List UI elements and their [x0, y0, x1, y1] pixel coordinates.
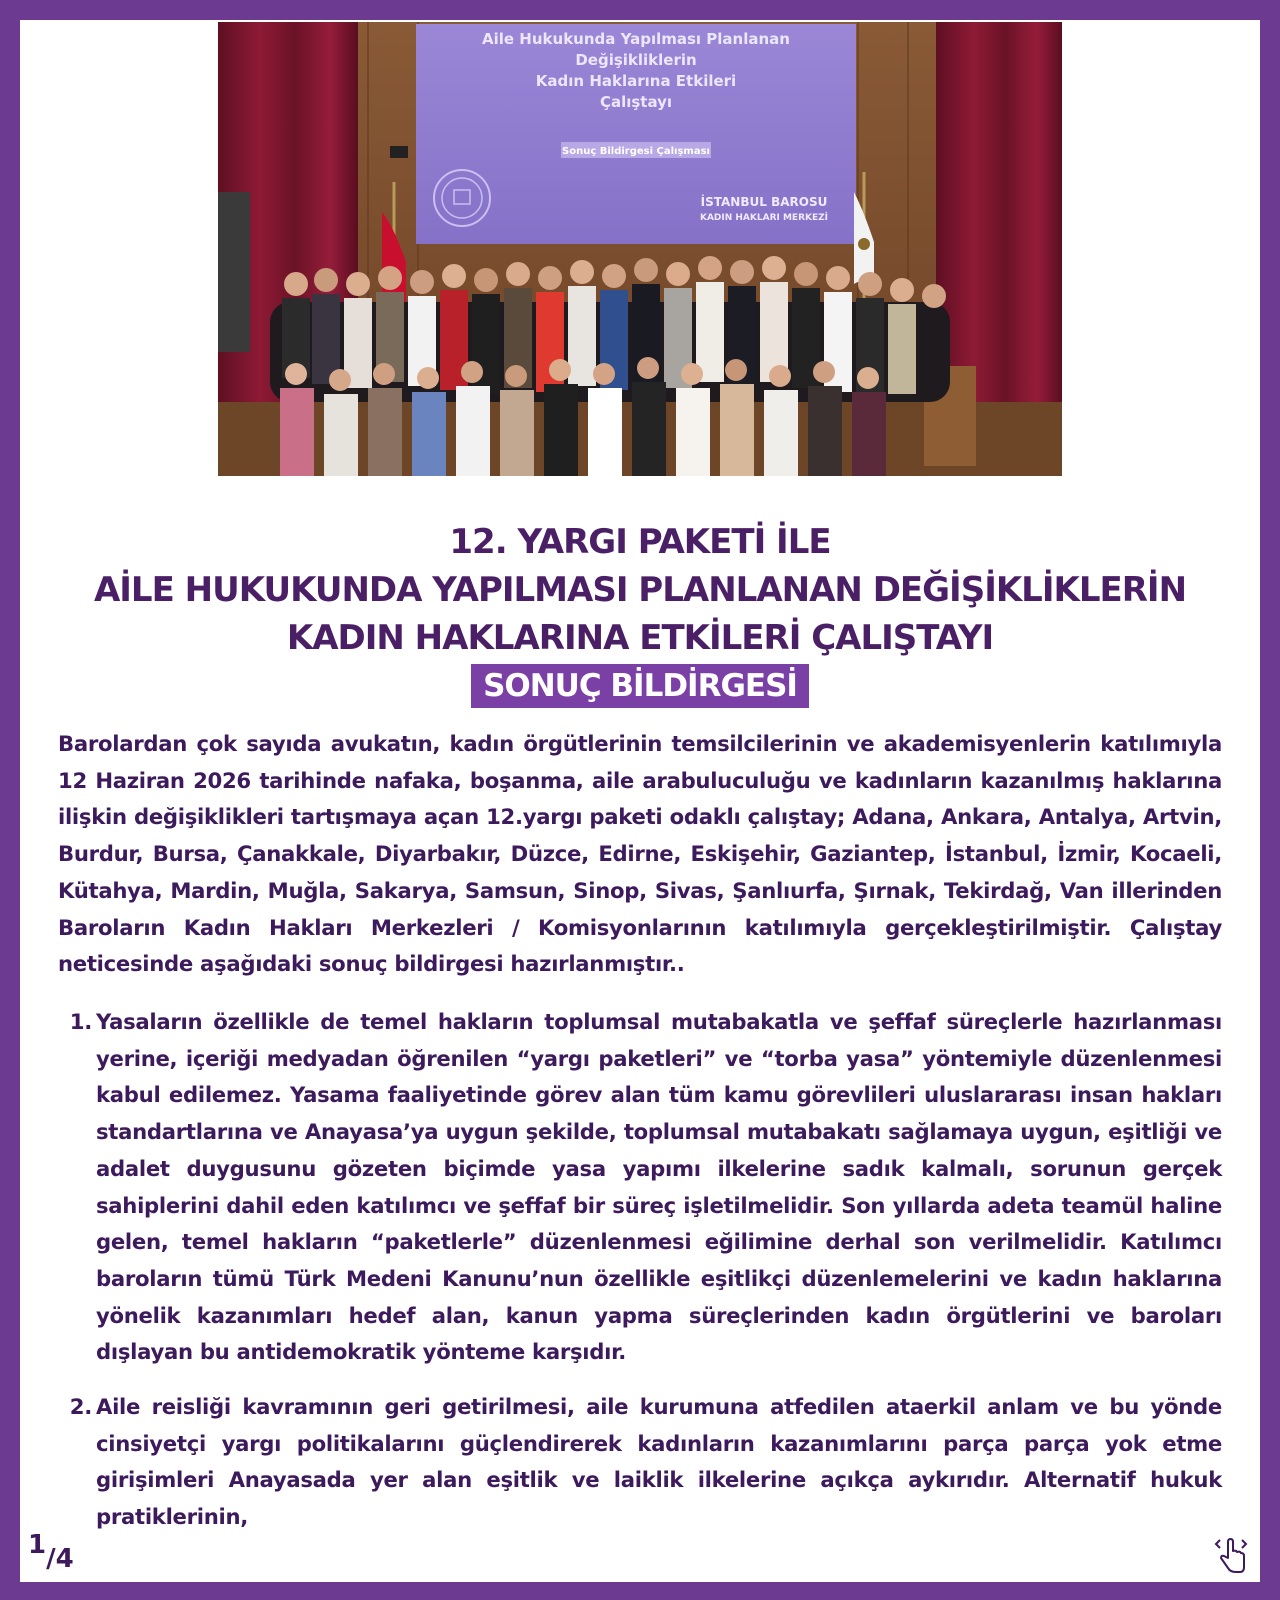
- screen-org-name: İSTANBUL BAROSU: [700, 195, 828, 209]
- list-item-text: Yasaların özellikle de temel hakların toplumsal mutabakatla ve şeffaf süreçlerle hazırlanması yerine, içeriği medyadan öğrenilen “yargı paketleri” ve “torba yasa” yöntemiyle düzenlenmesi kabul edilemez. Yasama faaliyetinde görev alan tüm kamu görevlileri uluslararası insan hakları standartlarına ve Anayasa’ya uygun şekilde, toplumsal mutabakatı sağlamaya uygun, eşitliği ve adalet duygusunu gözeten biçimde yasa yapımı ilkelerine sadık kalmalı, sorunun gerçek sahiplerini dahil eden katılımcı ve şeffaf bir süreç işletilmelidir. Son yıllarda adeta teamül haline gelen, temel hakların “paketlerle” düzenlenmesi eğilimine derhal son verilmelidir. Katılımcı baroların tümü Türk Medeni Kanunu’nun özellikle eşitlikçi düzenlemelerini ve kadın haklarına yönelik kazanımları hedef alan, kanun yapma süreçlerinden kadın örgütlerini ve baroları dışlayan bu antidemokratik yönteme karşıdır.: [96, 1009, 1222, 1365]
- current-page: 1: [28, 1530, 47, 1560]
- swipe-hand-icon[interactable]: [1214, 1532, 1248, 1576]
- screen-title-line: Değişikliklerin: [575, 51, 697, 69]
- page-indicator: [28, 1530, 74, 1574]
- list-item: [58, 1004, 1222, 1371]
- document-page: [20, 20, 1260, 1582]
- screen-org-name: KADIN HAKLARI MERKEZİ: [699, 213, 829, 223]
- page-separator: /: [46, 1544, 56, 1574]
- title-line-2: AİLE HUKUKUNDA YAPILMASI PLANLANAN DEĞİŞİKLİKLERİN: [93, 570, 1187, 610]
- screen-subtitle: Sonuç Bildirgesi Çalışması: [562, 146, 710, 157]
- list-item: [58, 1389, 1222, 1536]
- list-item-number: 1.: [69, 1009, 92, 1034]
- intro-paragraph: Barolardan çok sayıda avukatın, kadın örgütlerinin temsilcilerinin ve akademisyenlerin katılımıyla 12 Haziran 2026 tarihinde nafaka, boşanma, aile arabuluculuğu ve kadınların kazanılmış haklarına ilişkin değişiklikleri tartışmaya açan 12.yargı paketi odaklı çalıştay; Adana, Ankara, Antalya, Artvin, Burdur, Bursa, Çanakkale, Diyarbakır, Düzce, Edirne, Eskişehir, Gaziantep, İstanbul, İzmir, Kocaeli, Kütahya, Mardin, Muğla, Sakarya, Samsun, Sinop, Sivas, Şanlıurfa, Şırnak, Tekirdağ, Van illerinden Baroların Kadın Hakları Merkezleri / Komisyonlarının katılımıyla gerçekleştirilmiştir. Çalıştay neticesinde aşağıdaki sonuç bildirgesi hazırlanmıştır..: [58, 731, 1222, 977]
- list-item-number: 2.: [69, 1394, 92, 1420]
- workshop-group-photo: [218, 22, 1062, 476]
- screen-title-line: Çalıştayı: [599, 93, 673, 111]
- total-pages: 4: [55, 1544, 74, 1574]
- screen-title-line: Kadın Haklarına Etkileri: [535, 72, 737, 90]
- title-line-3: KADIN HAKLARINA ETKİLERİ ÇALIŞTAYI: [286, 618, 994, 658]
- title-block: [20, 518, 1260, 708]
- title-line-1: 12. YARGI PAKETİ İLE: [449, 522, 831, 562]
- list-item-text: Aile reisliği kavramının geri getirilmesi, aile kurumuna atfedilen ataerkil anlam ve bu yönde cinsiyetçi yargı politikalarını güçlendirerek kadınların kazanımlarını parça parça yok etme girişimleri Anayasada yer alan eşitlik ve laiklik ilkelerine açıkça aykırıdır. Alternatif hukuk pratiklerinin,: [96, 1394, 1222, 1530]
- screen-title-line: Aile Hukukunda Yapılması Planlanan: [482, 30, 790, 48]
- projection-screen: [416, 24, 856, 244]
- numbered-list: [58, 1004, 1222, 1554]
- result-declaration-badge: SONUÇ BİLDİRGESİ: [471, 664, 809, 708]
